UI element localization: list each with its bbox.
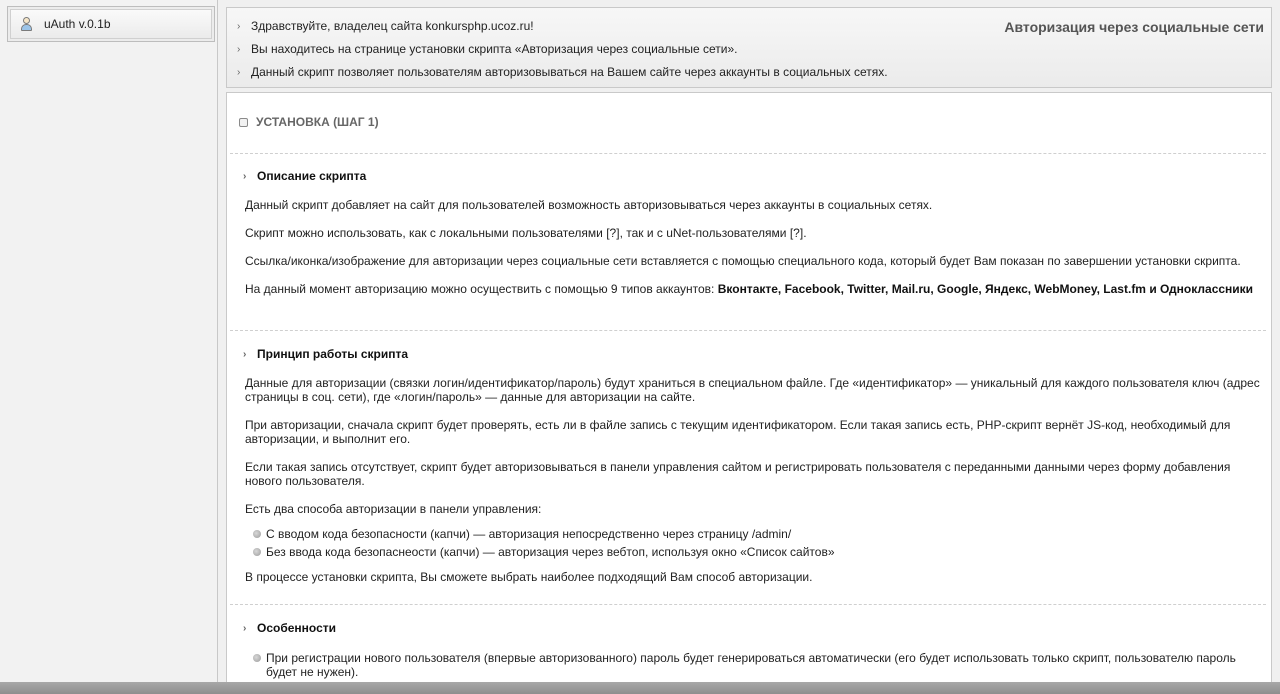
section-heading-text: Описание скрипта <box>257 169 367 183</box>
paragraph <box>245 282 1265 296</box>
paragraph: Данный скрипт добавляет на сайт для пользователей возможность авторизовываться через аккаунты в социальных сетях. <box>245 198 933 212</box>
content-panel[interactable] <box>226 92 1272 692</box>
paragraph: В процессе установки скрипта, Вы сможете выбрать наиболее подходящий Вам способ авторизации. <box>245 570 813 584</box>
info-text: Вы находитесь на странице установки скрипта «Авторизация через социальные сети». <box>251 42 738 56</box>
paragraph-text: На данный момент авторизацию можно осуществить с помощью 9 типов аккаунтов: <box>245 282 718 296</box>
help-link-local-users[interactable]: [?] <box>606 226 620 240</box>
list-item <box>253 527 1253 541</box>
step-title-text: УСТАНОВКА (ШАГ 1) <box>256 115 379 129</box>
chevron-right-icon: › <box>243 622 247 634</box>
info-line-greeting <box>237 19 534 33</box>
step-title <box>239 115 379 129</box>
info-text: Данный скрипт позволяет пользователям авторизовываться на Вашем сайте через аккаунты в социальных сетях. <box>251 65 888 79</box>
chevron-right-icon: › <box>237 66 241 78</box>
section-heading-principle <box>243 347 408 361</box>
chevron-right-icon: › <box>243 348 247 360</box>
app-tab-label: uAuth v.0.1b <box>44 17 111 31</box>
section-heading-description <box>243 169 366 183</box>
chevron-right-icon: › <box>243 170 247 182</box>
info-panel <box>226 7 1272 88</box>
section-heading-text: Принцип работы скрипта <box>257 347 409 361</box>
paragraph: Ссылка/иконка/изображение для авторизации через социальные сети вставляется с помощью специального кода, который будет Вам показан по завершении установки скрипта. <box>245 254 1241 268</box>
list-item <box>253 545 1253 559</box>
bottom-taskbar <box>0 682 1280 694</box>
paragraph: При авторизации, сначала скрипт будет проверять, есть ли в файле запись с текущим идентификатором. Если такая запись есть, PHP-скрипт вернёт JS-код, необходимый для авторизации, и выполнит его. <box>245 418 1231 446</box>
sidebar <box>0 0 218 682</box>
chevron-right-icon: › <box>237 43 241 55</box>
info-text: Здравствуйте, владелец сайта konkursphp.ucoz.ru! <box>251 19 534 33</box>
paragraph: Данные для авторизации (связки логин/идентификатор/пароль) будут храниться в специальном файле. Где «идентификатор» — уникальный для каждого пользователя ключ (адрес страницы в соц. сети), где «логин/пароль» — данные для авторизации на сайте. <box>245 376 1260 404</box>
paragraph-text: , так и с uNet-пользователями <box>619 226 790 240</box>
chevron-right-icon: › <box>237 20 241 32</box>
bullet-dot-icon <box>253 654 261 662</box>
paragraph: Если такая запись отсутствует, скрипт будет авторизовываться в панели управления сайтом и регистрировать пользователя с переданными данными через форму добавления нового пользователя. <box>245 460 1231 488</box>
bullet-dot-icon <box>253 530 261 538</box>
help-link-unet-users[interactable]: [?] <box>789 226 804 240</box>
page-title: Авторизация через социальные сети <box>1004 19 1264 35</box>
paragraph-text: . <box>803 226 807 240</box>
paragraph: Есть два способа авторизации в панели управления: <box>245 502 542 516</box>
bullet-dot-icon <box>253 548 261 556</box>
app-tab-button[interactable] <box>10 9 212 39</box>
divider <box>230 604 1266 605</box>
list-item <box>253 651 1243 679</box>
main-area <box>221 0 1280 682</box>
user-icon <box>19 16 35 32</box>
paragraph-text: Скрипт можно использовать, как с локальными пользователями <box>245 226 607 240</box>
paragraph <box>245 226 1265 240</box>
app-tab-uauth[interactable] <box>7 6 215 42</box>
account-types: Вконтакте, Facebook, Twitter, Mail.ru, Google, Яндекс, WebMoney, Last.fm и Одноклассники <box>717 282 1254 296</box>
section-heading-features <box>243 621 336 635</box>
list-item-text: При регистрации нового пользователя (впервые авторизованного) пароль будет генерироваться автоматически (его будет использовать только скрипт, пользователю пароль будет не нужен). <box>266 651 1236 679</box>
square-bullet-icon <box>239 118 248 127</box>
list-item-text: Без ввода кода безопаснеости (капчи) — авторизация через вебтоп, используя окно «Список сайтов» <box>266 545 835 559</box>
list-item-text: С вводом кода безопасности (капчи) — авторизация непосредственно через страницу /admin/ <box>266 527 792 541</box>
section-heading-text: Особенности <box>257 621 337 635</box>
divider <box>230 330 1266 331</box>
info-line-location <box>237 42 737 56</box>
info-line-purpose <box>237 65 888 79</box>
divider <box>230 153 1266 154</box>
